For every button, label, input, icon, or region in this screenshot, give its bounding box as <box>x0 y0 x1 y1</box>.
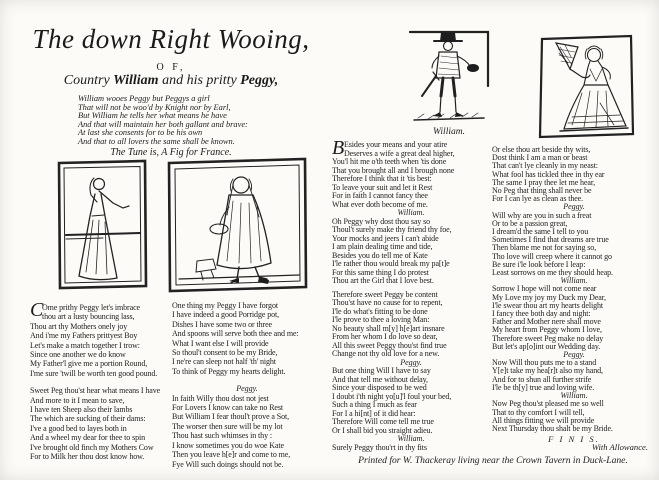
verse-line: And more to it I mean to save, <box>30 395 125 405</box>
verse-line: Ome prithy Peggy let's imbrace <box>42 303 140 312</box>
verse-line: Next Thursday thou shalt be my Bride. <box>492 423 613 433</box>
verse-column-1 <box>30 299 170 462</box>
verse-line: And for to shun all further strife <box>492 374 592 384</box>
verse-line: The which are sucking of their dams: <box>30 414 146 424</box>
verse-line: Oh Peggy why dost thou say so <box>332 216 430 226</box>
speaker-label: William. <box>397 208 425 217</box>
verse <box>332 209 490 286</box>
verse <box>492 203 656 277</box>
verse-line: Father and Mother nere shall move <box>492 317 601 327</box>
allowance-line: With Allowance. <box>591 442 648 453</box>
verse-line: Thou art the Girl that I love best. <box>332 276 434 285</box>
verse-line: For to Milk her thou dost know how. <box>30 452 145 462</box>
subtitle <box>20 73 322 89</box>
imprint-line: Printed for W. Thackeray living near the Crown Tavern in Duck-Lane. <box>358 455 628 466</box>
verse <box>332 435 490 452</box>
speaker-label: Peggy. <box>563 350 585 360</box>
verse-line: I fancy thee both day and night: <box>492 309 591 319</box>
speaker-label: William. <box>397 434 425 443</box>
verse <box>172 301 322 376</box>
verse-line: Sometimes I find that dreams are true <box>492 235 609 245</box>
argument-line: And that will maintain her both gallant and brave: <box>78 119 248 129</box>
verse-line: So thoul't consent to be my Bride, <box>172 348 278 358</box>
subtitle-name-william: William <box>113 73 159 88</box>
verse-line: For I can lye as clean as thee. <box>492 194 584 204</box>
argument-line: That will not be woo'd by Knight nor by Earl, <box>78 102 231 112</box>
argument-line: And that to all lovers the same shall be known. <box>78 136 235 146</box>
verse-line: And spoons will serve both thee and me: <box>172 329 299 339</box>
verse-line: And a wheel my dear for thee to spin <box>30 433 146 443</box>
drop-cap: C <box>30 299 44 321</box>
verse-line: I know sometimes you do woe Kate <box>172 440 284 450</box>
verse-line: What fool has tickled thee in thy ear <box>492 169 605 179</box>
verse-line: The worser then sure will be my lot <box>172 421 283 431</box>
verse-line: Dost think I am a man or beast <box>492 153 588 163</box>
verse-line: I doubt i'th night yo[u]'l foul your bed, <box>332 391 452 401</box>
verse-line: All this sweet Peggy thou'st find true <box>332 340 447 350</box>
verse-line: Since one another we do know <box>30 350 126 360</box>
verse <box>172 384 322 469</box>
verse-column-4-verses <box>492 146 656 433</box>
verse-column-3 <box>332 137 490 452</box>
verse-line: All things fitting we will provide <box>492 415 595 425</box>
verse-line: Now Peg thou'st pleased me so well <box>492 399 604 409</box>
argument-line: At last she consents for to be his own <box>78 128 203 138</box>
verse-line: Or I shall bid you straight adieu. <box>332 425 433 435</box>
verse-line: Dishes I have some two or three <box>172 319 272 329</box>
verse-line: Deserves a wife a great deal higher, <box>344 148 455 158</box>
verse-line: You'l hit me o'th teeth when 'tis done <box>332 157 447 166</box>
verse-line: What I want else I will provide <box>172 338 269 348</box>
speaker-label: Peggy. <box>400 357 422 367</box>
verse-line: But William I fear thoul't prove a Sot, <box>172 412 290 422</box>
verse <box>332 291 490 359</box>
verse-line: thou art a lusty bouncing lass, <box>42 312 135 322</box>
verse-line: Or to be a passion great, <box>492 218 568 228</box>
verse-line: From her whom I do love so dear, <box>332 332 438 341</box>
peggy-fan-woodcut-illustration <box>534 33 638 141</box>
argument-line: William wooes Peggy but Peggys a girl <box>78 94 210 103</box>
verse-line: Besides you do tell me of Kate <box>332 250 428 260</box>
verse-line: I dream'd the same I tell to you <box>492 227 589 237</box>
verse-line: Sweet Peg thou'st hear what means I have <box>30 386 161 396</box>
drop-cap: B <box>332 137 345 159</box>
argument-line: But William he tells her what means he have <box>78 111 227 121</box>
verse-line: Tho love will creep where it cannot go <box>492 251 612 261</box>
verse-line: Thou'st have no cause for to repent, <box>332 298 443 307</box>
verse-line: That you brought all and I brough none <box>332 165 455 175</box>
subtitle-text-pre: Country <box>63 73 114 88</box>
speaker-label: Peggy. <box>236 384 258 394</box>
verse-line: I've a good bed to layes both in <box>30 423 127 433</box>
verse-line: Surely Peggy thou'rt in thy fits <box>332 442 427 452</box>
verse-line: My Love my joy my Duck my Dear, <box>492 292 606 302</box>
verse-line: Therefore sweet Peggy be content <box>332 289 438 299</box>
verse-line: I ne're can sleep not half 'th' night <box>172 357 276 367</box>
verse-line: For in faith I cannot fancy thee <box>332 191 428 200</box>
verse-line: That can't lye cleanly in my neast: <box>492 161 598 171</box>
verse-line: I'le swear thou art my hearts delight <box>492 300 604 310</box>
verse-line: To leave your suit and let it Rest <box>332 182 433 192</box>
verse-column-4 <box>492 146 656 452</box>
william-cloak-woodcut-illustration <box>163 155 311 295</box>
verse-line: I'le rather thou would break my pa[t]e <box>332 259 450 268</box>
verse-line: Then you leave h[e]r and come to me, <box>172 450 291 460</box>
verse <box>30 299 170 378</box>
verse <box>492 351 656 392</box>
verse-line: I've brought old finch my Mothers Cow <box>30 442 154 452</box>
peggy-gown-woodcut-illustration <box>55 158 149 291</box>
verse-line: I'le be th[y] true and loving wife. <box>492 382 595 392</box>
verse <box>30 386 170 461</box>
verse-line: No Peg that thing shall never be <box>492 186 592 196</box>
verse-line: Then blame me not for saying so, <box>492 243 597 253</box>
title-of-line: O F, <box>156 62 186 73</box>
verse-line: To think of Peggy my hearts delight. <box>172 366 286 376</box>
verse-line: For I a hi[nt] of it did hear: <box>332 408 416 418</box>
verse-line: Fye Will such doings should not be. <box>172 459 284 469</box>
verse <box>332 359 490 436</box>
verse-line: My heart from Peggy whom I love, <box>492 325 602 335</box>
verse-line: And i'me my Fathers prittyest Boy <box>30 331 138 341</box>
finis-line: F I N I S. <box>548 434 600 445</box>
verse-line: Let's make a match together I trow: <box>30 340 140 350</box>
speaker-label: William. <box>560 391 588 401</box>
verse-line: Now Will thou puts me to a stand <box>492 358 597 368</box>
speaker-label: William. <box>560 276 588 286</box>
william-standing-woodcut-illustration <box>408 28 490 128</box>
verse-line: Therefore Will come tell me true <box>332 417 434 426</box>
subtitle-text-mid: and his pritty <box>158 73 241 88</box>
verse-line: I have indeed a good Porridge pot, <box>172 310 280 320</box>
verse-line: In faith Willy thou dost not jest <box>172 393 269 403</box>
tune-line: The Tune is, A Fig for France. <box>110 147 232 158</box>
verse-line: Sorrow I hope will not come near <box>492 284 597 294</box>
verse-line: My Father'l give me a portion Round, <box>30 359 148 369</box>
verse-line: Therefore I think that it 'tis best: <box>332 174 432 183</box>
william-woodcut-caption: William. <box>433 127 465 137</box>
verse-line: But one thing Will I have to say <box>332 366 431 375</box>
verse-line: And that tell me without delay, <box>332 374 428 384</box>
argument-block <box>78 95 316 147</box>
verse <box>492 277 656 351</box>
verse <box>332 137 490 209</box>
verse-line: Y[e]t take my hea[r]t also my hand, <box>492 366 603 376</box>
verse-line: Change not thy old love for a new. <box>332 349 440 358</box>
verse-column-2 <box>172 301 322 469</box>
verse-line: I'me sure 'twill be worth ten good pound. <box>30 368 158 378</box>
verse-line: No beauty shall m[y] h[e]art insnare <box>332 323 445 333</box>
verse-line: That to thy comfort I will tell, <box>492 407 585 417</box>
verse-line: I am plain dealing time and tide, <box>332 242 433 251</box>
verse-line: The same I pray thee let me hear, <box>492 177 595 187</box>
verse-line: Therefore sweet Peg make no delay <box>492 333 604 343</box>
verse-line: For Lovers I know can take no Rest <box>172 403 284 413</box>
verse-line: For this same thing I do protest <box>332 267 429 277</box>
verse-line: But let's ap[o]int our Wedding day. <box>492 341 601 351</box>
verse-line: What ever doth become of me. <box>332 199 428 209</box>
verse-line: Thou hast such whimses in thy : <box>172 431 273 441</box>
verse-line: I have ten Sheep also their lambs <box>30 405 133 415</box>
verse-line: I'le do what's fitting to be done <box>332 306 428 316</box>
verse-line: Will why are you in such a freat <box>492 210 592 220</box>
verse-line: Your mocks and jeers I can't abide <box>332 233 439 243</box>
verse <box>492 392 656 433</box>
verse-line: Least sorrows on me they should heap. <box>492 268 613 278</box>
verse-line: One thing my Peggy I have forgot <box>172 301 278 310</box>
verse-line: Be sure i'le look before I leap: <box>492 259 586 269</box>
verse-line: Or else thou art beside thy wits, <box>492 145 591 154</box>
verse-line: Esides your means and your atire <box>344 140 448 149</box>
verse-line: Since your disposed to be wed <box>332 383 427 392</box>
speaker-label: Peggy. <box>563 202 585 212</box>
verse-line: Thoul't surely make thy friend thy foe, <box>332 225 452 234</box>
verse-line: Thou art thy Mothers onely joy <box>30 321 128 331</box>
verse <box>492 146 656 203</box>
verse-line: I'le prove to thee a loving Man: <box>332 315 430 324</box>
verse-line: Such a thing I much as fear <box>332 400 417 409</box>
subtitle-name-peggy: Peggy, <box>240 73 279 88</box>
page-title: The down Right Wooing, <box>32 24 310 54</box>
